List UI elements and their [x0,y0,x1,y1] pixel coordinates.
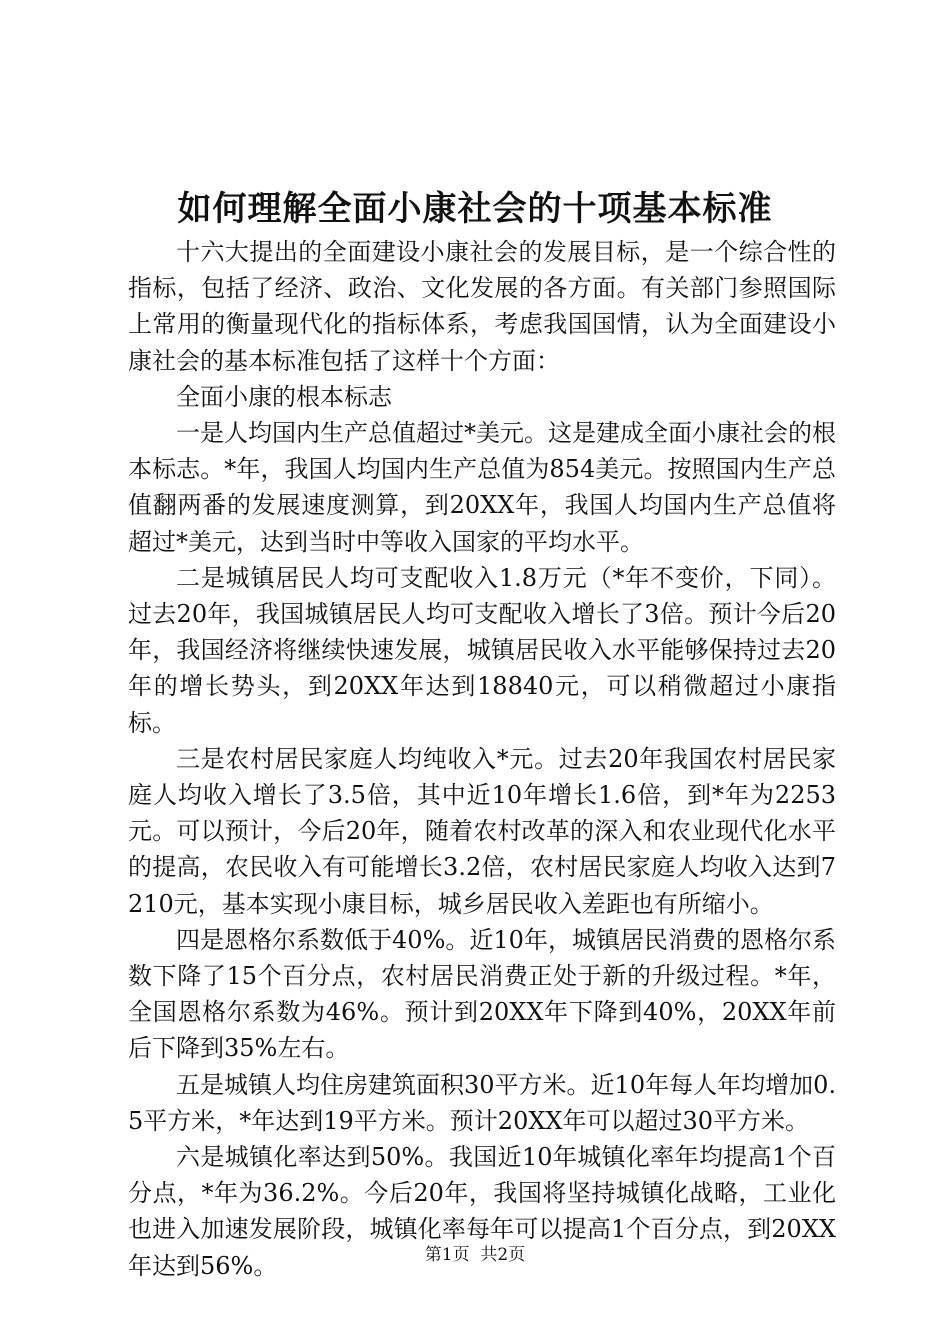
page-number: 第1页 [424,1245,470,1265]
paragraph-item-4: 四是恩格尔系数低于40%。近10年，城镇居民消费的恩格尔系数下降了15个百分点，农村居民消费正处于新的升级过程。*年，全国恩格尔系数为46%。预计到20XX年下降到40%，20XX年前后下降到35%左右。 [128,925,836,1063]
paragraph-item-3: 三是农村居民家庭人均纯收入*元。过去20年我国农村居民家庭人均收入增长了3.5倍，其中近10年增长1.6倍，到*年为2253元。可以预计，今后20年，随着农村改革的深入和农业现代化水平的提高，农民收入有可能增长3.2倍，农村居民家庭人均收入达到7210元，基本实现小康目标，城乡居民收入差距也有所缩小。 [128,744,836,918]
document-title: 如何理解全面小康社会的十项基本标准 [177,189,773,229]
document-body [128,234,836,1284]
page-total: 共2页 [480,1245,526,1265]
paragraph-intro: 十六大提出的全面建设小康社会的发展目标，是一个综合性的指标，包括了经济、政治、文化发展的各方面。有关部门参照国际上常用的衡量现代化的指标体系，考虑我国国情，认为全面建设小康社会的基本标准包括了这样十个方面： [128,238,836,375]
paragraph-item-5: 五是城镇人均住房建筑面积30平方米。近10年每人年均增加0.5平方米，*年达到19平方米。预计20XX年可以超过30平方米。 [128,1070,836,1135]
paragraph-item-1: 一是人均国内生产总值超过*美元。这是建成全面小康社会的根本标志。*年，我国人均国内生产总值为854美元。按照国内生产总值翻两番的发展速度测算，到20XX年，我国人均国内生产总值将超过*美元，达到当时中等收入国家的平均水平。 [128,419,836,556]
paragraph-item-6: 六是城镇化率达到50%。我国近10年城镇化率年均提高1个百分点，*年为36.2%。今后20年，我国将坚持城镇化战略，工业化也进入加速发展阶段，城镇化率每年可以提高1个百分点，到20XX年达到56%。 [128,1143,836,1280]
paragraph-item-2: 二是城镇居民人均可支配收入1.8万元（*年不变价，下同）。过去20年，我国城镇居民人均可支配收入增长了3倍。预计今后20年，我国经济将继续快速发展，城镇居民收入水平能够保持过去20年的增长势头，到20XX年达到18840元，可以稍微超过小康指标。 [128,563,836,737]
footer-separator [470,1245,481,1265]
paragraph-subheading: 全面小康的根本标志 [176,382,392,411]
page-footer [0,1243,950,1267]
